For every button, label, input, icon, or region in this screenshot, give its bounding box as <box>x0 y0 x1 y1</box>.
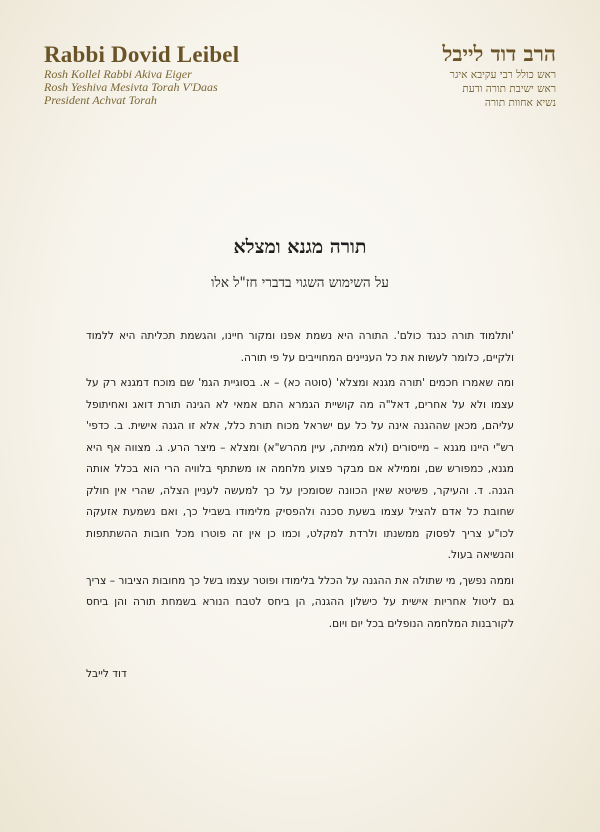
letter-subtitle: על השימוש השגוי בדברי חז"ל אלו <box>211 275 389 291</box>
letterhead-english-title-2: Rosh Yeshiva Mesivta Torah V'Daas <box>44 80 218 94</box>
letter-paragraph: 'ותלמוד תורה כנגד כולם'. התורה היא נשמת אפנו ומקור חיינו, והגשמת תכליתה היא ללמוד ולקיים, כלומר לעשות את כל העניינים המחוייבים על פי תורה. <box>86 330 514 364</box>
letterhead-hebrew-name: הרב דוד לייבל <box>442 41 556 66</box>
letterhead-english-title-3: President Achvat Torah <box>44 93 157 107</box>
letterhead-english-title-1: Rosh Kollel Rabbi Akiva Eiger <box>44 67 192 81</box>
letterhead-english-name: Rabbi Dovid Leibel <box>44 42 240 67</box>
letterhead-hebrew-title-1: ראש כולל רבי עקיבא איגר <box>449 69 556 81</box>
letterhead-hebrew <box>326 40 556 110</box>
signature: דוד לייבל <box>86 668 127 680</box>
letter-paragraph: ומה שאמרו חכמים 'תורה מגנא ומצלא' (סוטה כא) – א. בסוגיית הגמ' שם מוכח דמגנא רק על עצמו ולא על אחרים, דאל"ה מה קושיית הגמרא התם אמאי לא הגינה תורת דואג ואחיתופל עליהם, מכאן שההגנה אינה על כל עם ישראל מכוח תורת כלל, אלא זו הגנה אישית. ב. כדפי' רש"י היינו מגנא – מייסורים (ולא ממיתה, עיין מהרש"א) ומצלא – מיצר הרע. ג. מצווה אף היא מגנא, כמפורש שם, וממילא אם מבקר פצוע מלחמה או משתתף בלוויה הרי הוא בכלל אותה הגנה. ד. והעיקר, פשיטא שאין הכוונה שסומכין על כך למעשה לעניין הצלה, שהרי אין חולק שחובת כל אדם להציל עצמו בשעת סכנה ולהפסיק מלימודו בשביל כך, ואם נשמעת אזעקה לכו"ע צריך לפסוק ממשנתו ולרדת למקלט, וכמו כן אין זה פוטרו מכל חובות ההשתתפות והנשיאה בעול. <box>86 377 514 561</box>
letter-body <box>86 326 514 639</box>
letterhead-english <box>44 42 274 107</box>
letter-title: תורה מגנא ומצלא <box>233 236 367 258</box>
letterhead-hebrew-title-3: נשיא אחוות תורה <box>484 97 556 109</box>
letter-paragraph: וממה נפשך, מי שתולה את ההגנה על הכלל בלימודו ופוטר עצמו בשל כך מחובות הציבור – צריך גם ליטול אחריות אישית על כישלון ההגנה, הן ביחס לטבח הנורא בשמחת תורה והן ביחס לקורבנות המלחמה הנופלים בכל יום ויום. <box>86 574 514 630</box>
letterhead-hebrew-title-2: ראש ישיבת תורה ודעת <box>462 83 556 95</box>
